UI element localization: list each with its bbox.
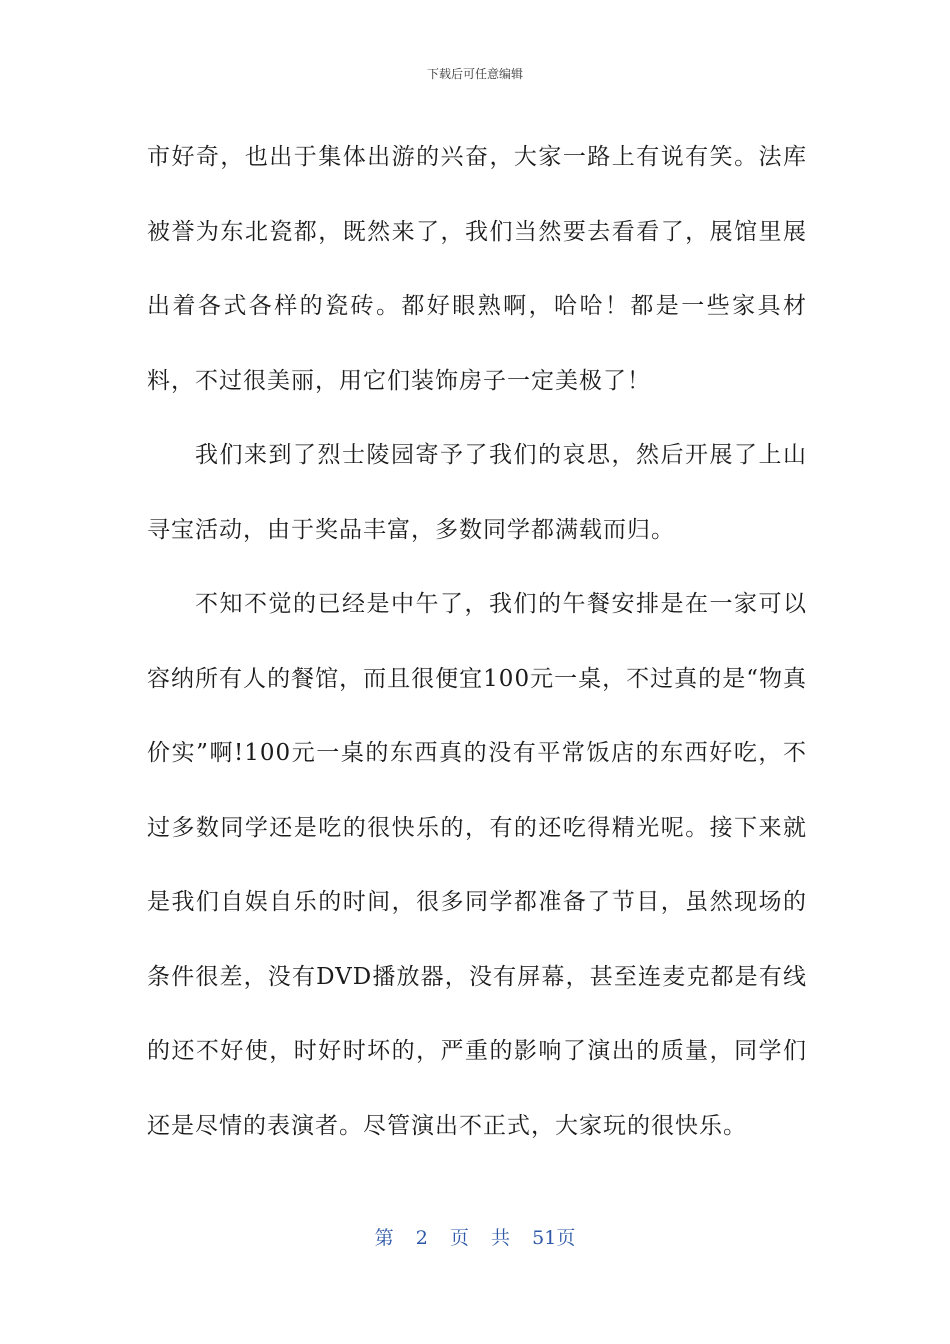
footer-prefix: 第 [374,1227,394,1249]
footer-current-page: 2 [415,1227,428,1249]
paragraph-1: 市好奇，也出于集体出游的兴奋，大家一路上有说有笑。法库被誉为东北瓷都，既然来了，我们当然要去看看了，展馆里展出着各式各样的瓷砖。都好眼熟啊，哈哈！都是一些家具材料，不过很美丽，用它们装饰房子一定美极了！ [147,144,807,394]
header-note: 下载后可任意编辑 [426,67,523,81]
footer-total-pages: 51页 [532,1227,576,1249]
footer-page-word: 页 [449,1227,469,1249]
paragraph-3: 不知不觉的已经是中午了，我们的午餐安排是在一家可以容纳所有人的餐馆，而且很便宜100元一桌，不过真的是“物真价实”啊!100元一桌的东西真的没有平常饭店的东西好吃，不过多数同学还是吃的很快乐的，有的还吃得精光呢。接下来就是我们自娱自乐的时间，很多同学都准备了节目，虽然现场的条件很差，没有DVD播放器，没有屏幕，甚至连麦克都是有线的还不好使，时好时坏的，严重的影响了演出的质量，同学们还是尽情的表演者。尽管演出不正式，大家玩的很快乐。 [147,591,807,1139]
paragraph-2: 我们来到了烈士陵园寄予了我们的哀思，然后开展了上山寻宝活动，由于奖品丰富，多数同学都满载而归。 [147,442,807,543]
body-text [147,120,807,1163]
footer-total-word: 共 [491,1227,511,1249]
page-footer [0,1224,950,1252]
